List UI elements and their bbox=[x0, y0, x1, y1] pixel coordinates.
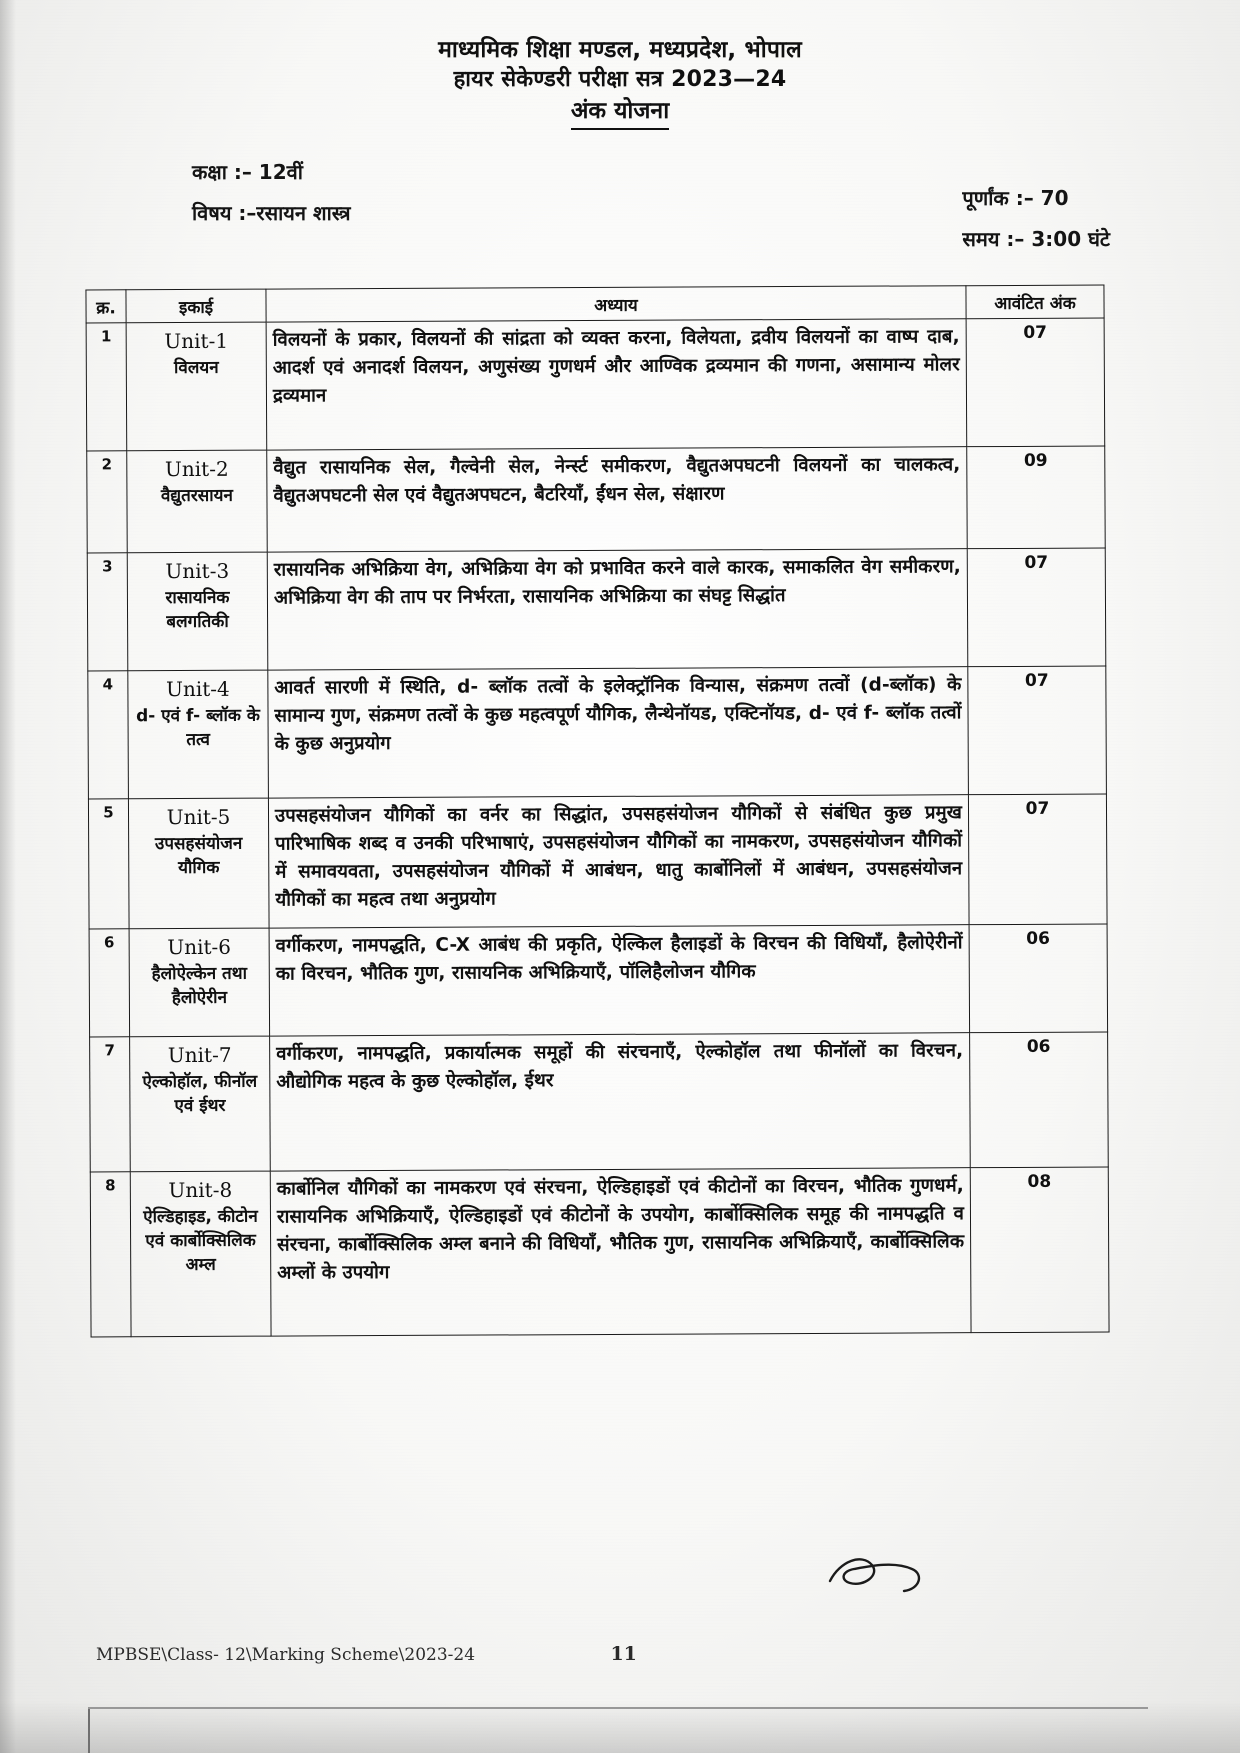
table-row bbox=[88, 666, 1107, 799]
time-label: समय :– 3:00 घंटे bbox=[962, 227, 1110, 252]
signature-mark bbox=[820, 1543, 940, 1613]
table-row bbox=[87, 548, 1106, 671]
document-header bbox=[0, 0, 1240, 130]
exam-meta-right bbox=[962, 178, 1110, 260]
cell-marks: 08 bbox=[970, 1167, 1109, 1333]
cell-serial: 8 bbox=[90, 1172, 131, 1337]
unit-code: Unit-5 bbox=[166, 804, 231, 830]
cell-unit bbox=[130, 1036, 271, 1172]
cell-marks: 06 bbox=[970, 1032, 1109, 1168]
exam-meta-left bbox=[192, 152, 351, 234]
cell-serial: 6 bbox=[89, 929, 130, 1037]
cell-unit bbox=[127, 450, 267, 553]
unit-name: विलयन bbox=[173, 357, 219, 379]
subject-label: विषय :–रसायन शास्त्र bbox=[192, 201, 351, 226]
cell-chapter: रासायनिक अभिक्रिया वेग, अभिक्रिया वेग को प्रभावित करने वाले कारक, समाकलित वेग समीकरण, अभिक्रिया वेग की ताप पर निर्भरता, रासायनिक अभिक्रिया का संघट्ट सिद्धांत bbox=[267, 549, 968, 670]
cell-unit bbox=[129, 928, 270, 1037]
unit-code: Unit-6 bbox=[167, 934, 232, 960]
cell-serial: 4 bbox=[88, 671, 129, 799]
unit-name: ऐल्डिहाइड, कीटोन एवं कार्बोक्सिलिक अम्ल bbox=[143, 1206, 258, 1275]
unit-code: Unit-1 bbox=[164, 328, 229, 354]
unit-name: हैलोऐल्केन तथा हैलोऐरीन bbox=[151, 963, 248, 1008]
cell-marks: 07 bbox=[967, 548, 1106, 667]
board-name-line: माध्यमिक शिक्षा मण्डल, मध्यप्रदेश, भोपाल bbox=[438, 37, 802, 63]
exam-session-line: हायर सेकेण्डरी परीक्षा सत्र 2023—24 bbox=[453, 66, 787, 92]
cell-serial: 5 bbox=[88, 799, 129, 929]
cell-unit bbox=[127, 552, 268, 671]
cell-serial: 3 bbox=[87, 553, 128, 671]
scan-edge-shadow-left bbox=[0, 0, 16, 1753]
column-header-serial: क्र. bbox=[86, 290, 126, 323]
unit-name: ऐल्कोहॉल, फीनॉल एवं ईथर bbox=[142, 1071, 258, 1116]
column-header-unit: इकाई bbox=[126, 289, 266, 323]
unit-code: Unit-2 bbox=[164, 456, 229, 482]
unit-name: उपसहसंयोजन यौगिक bbox=[154, 833, 243, 878]
table-row bbox=[86, 318, 1105, 451]
cell-serial: 7 bbox=[90, 1037, 131, 1172]
table-row bbox=[90, 1032, 1109, 1172]
unit-name: d- एवं f- ब्लॉक के तत्व bbox=[136, 705, 261, 750]
marking-scheme-table-wrapper bbox=[85, 285, 1108, 1338]
class-label: कक्षा :– 12वीं bbox=[192, 160, 303, 185]
cell-unit bbox=[130, 1171, 271, 1337]
cell-chapter: आवर्त सारणी में स्थिति, d- ब्लॉक तत्वों के इलेक्ट्रॉनिक विन्यास, संक्रमण तत्वों (d-ब्लॉक) के सामान्य गुण, संक्रमण तत्वों के कुछ महत्वपूर्ण यौगिक, लैन्थेनॉयड, एक्टिनॉयड, d- एवं f- ब्लॉक तत्वों के कुछ अनुप्रयोग bbox=[268, 667, 969, 798]
exam-meta-block bbox=[0, 152, 1240, 262]
scan-edge-shadow-bottom bbox=[0, 1701, 1240, 1753]
cell-unit bbox=[128, 670, 269, 799]
marking-scheme-table bbox=[85, 285, 1109, 1338]
unit-name: रासायनिक बलगतिकी bbox=[165, 587, 230, 632]
cell-chapter: वैद्युत रासायनिक सेल, गैल्वेनी सेल, नेर्न्स्ट समीकरण, वैद्युतअपघटनी विलयनों का चालकत्व, वैद्युतअपघटनी सेल एवं वैद्युतअपघटन, बैटरियाँ, ईंधन सेल, संक्षारण bbox=[267, 447, 967, 552]
cell-marks: 06 bbox=[969, 924, 1108, 1033]
table-row bbox=[88, 794, 1107, 929]
table-header-row bbox=[86, 285, 1104, 323]
column-header-chapter: अध्याय bbox=[266, 286, 966, 322]
table-row bbox=[87, 446, 1105, 553]
unit-code: Unit-8 bbox=[168, 1177, 233, 1203]
cell-marks: 07 bbox=[968, 794, 1107, 925]
cell-chapter: उपसहसंयोजन यौगिकों का वर्नर का सिद्धांत, उपसहसंयोजन यौगिकों से संबंधित कुछ प्रमुख पारिभाषिक शब्द व उनकी परिभाषाएं, उपसहसंयोजन यौगिकों का नामकरण, उपसहसंयोजन यौगिकों में समावयवता, उपसहसंयोजन यौगिकों में आबंधन, धातु कार्बोनिलों में आबंधन, उपसहसंयोजन यौगिकों का महत्व तथा अनुप्रयोग bbox=[268, 795, 969, 928]
cell-unit bbox=[126, 322, 267, 451]
unit-code: Unit-7 bbox=[167, 1042, 232, 1068]
cell-chapter: वर्गीकरण, नामपद्धति, प्रकार्यात्मक समूहों की संरचनाएँ, ऐल्कोहॉल तथा फीनॉलों का विरचन, औद्योगिक महत्व के कुछ ऐल्कोहॉल, ईथर bbox=[270, 1033, 971, 1171]
cell-serial: 1 bbox=[86, 323, 127, 451]
table-row bbox=[90, 1167, 1109, 1337]
cell-chapter: कार्बोनिल यौगिकों का नामकरण एवं संरचना, ऐल्डिहाइडों एवं कीटोनों का विरचन, भौतिक गुणधर्म, रासायनिक अभिक्रियाएँ, ऐल्डिहाइडों एवं कीटोनों के उपयोग, कार्बोक्सिलिक समूह की नामपद्धति व संरचना, कार्बोक्सिलिक अम्ल बनाने की विधियाँ, भौतिक गुण, रासायनिक अभिक्रियाएँ, कार्बोक्सिलिक अम्लों के उपयोग bbox=[270, 1168, 971, 1336]
unit-code: Unit-3 bbox=[165, 558, 230, 584]
unit-code: Unit-4 bbox=[166, 676, 230, 702]
cell-marks: 07 bbox=[968, 666, 1107, 795]
max-marks-label: पूर्णांक :– 70 bbox=[962, 186, 1069, 211]
table-head bbox=[86, 285, 1104, 323]
unit-name: वैद्युतरसायन bbox=[160, 485, 234, 507]
column-header-marks: आवंटित अंक bbox=[966, 285, 1104, 319]
cell-marks: 07 bbox=[966, 318, 1105, 447]
document-footer bbox=[96, 1643, 1116, 1665]
table-row bbox=[89, 924, 1108, 1037]
cell-unit bbox=[128, 798, 269, 929]
table-body bbox=[86, 318, 1109, 1337]
footer-file-path: MPBSE\Class- 12\Marking Scheme\2023-24 bbox=[96, 1645, 476, 1665]
cell-chapter: विलयनों के प्रकार, विलयनों की सांद्रता को व्यक्त करना, विलेयता, द्रवीय विलयनों का वाष्प दाब, आदर्श एवं अनादर्श विलयन, अणुसंख्य गुणधर्म और आण्विक द्रव्यमान की गणना, असामान्य मोलर द्रव्यमान bbox=[266, 319, 967, 450]
footer-page-number: 11 bbox=[610, 1643, 637, 1665]
cell-serial: 2 bbox=[87, 451, 127, 553]
cell-marks: 09 bbox=[967, 446, 1105, 549]
document-title: अंक योजना bbox=[571, 97, 669, 130]
cell-chapter: वर्गीकरण, नामपद्धति, C-X आबंध की प्रकृति, ऐल्किल हैलाइडों के विरचन की विधियाँ, हैलोऐरीनों का विरचन, भौतिक गुण, रासायनिक अभिक्रियाएँ, पॉलिहैलोजन यौगिक bbox=[269, 925, 970, 1036]
